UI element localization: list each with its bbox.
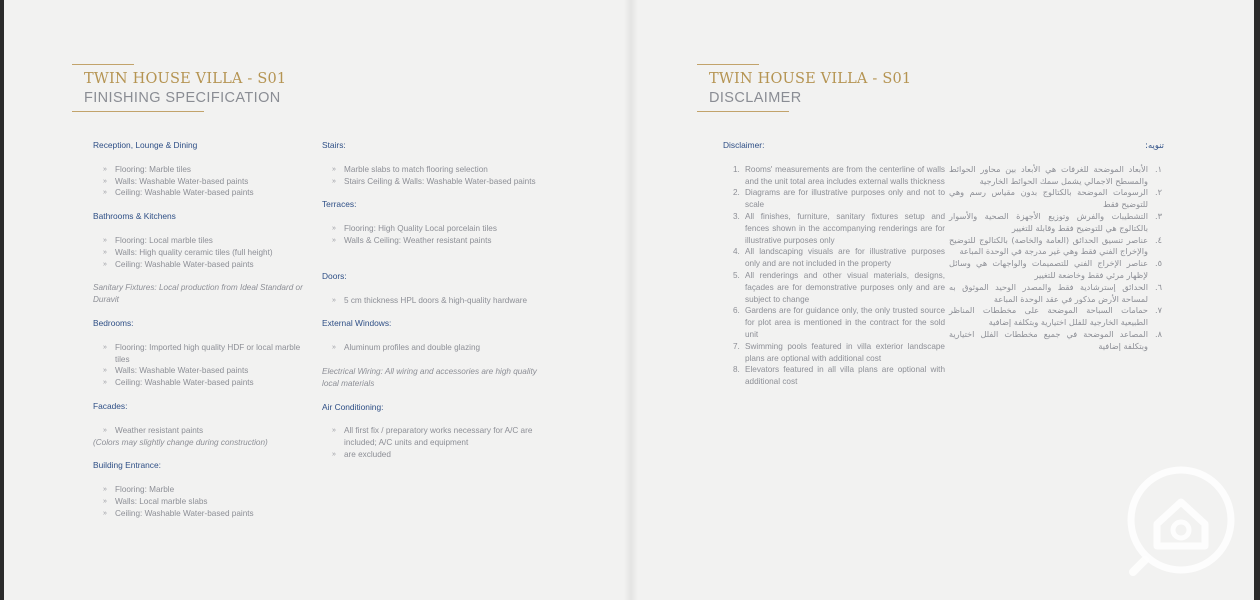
list-item: » are excluded [322, 449, 542, 461]
home-search-icon [1125, 464, 1237, 576]
section-windows [322, 318, 542, 389]
list-item: » Walls: High quality ceramic tiles (full height) [93, 247, 308, 259]
title-rule-bottom [697, 111, 789, 112]
brochure-spread [4, 0, 1254, 600]
disclaimer-item: 2. Diagrams are for illustrative purposes only and not to scale [733, 188, 945, 210]
list-item: » Walls & Ceiling: Weather resistant paints [322, 235, 542, 247]
page-title-block [72, 64, 286, 117]
disclaimer-arabic [949, 140, 1164, 353]
list-item: » Weather resistant paints [93, 425, 308, 437]
disclaimer-item: 7. Swimming pools featured in villa exterior landscape plans are optional with additional cost [733, 341, 945, 363]
disclaimer-item-ar: ٢. الرسومات الموضحة بالكتالوج بدون مقياس رسم وهي للتوضيح فقط [949, 187, 1162, 210]
disclaimer-item: 3. All finishes, furniture, sanitary fixtures setup and fences shown in the accompanying renderings are for illustrative purposes only [733, 211, 945, 245]
disclaimer-item-ar: ٨. المصاعد الموضحة في جميع مخططات الفلل اختيارية وبتكلفة إضافية [949, 328, 1162, 351]
disclaimer-english [723, 140, 945, 388]
list-item: » Marble slabs to match flooring selection [322, 164, 542, 176]
title-rule-top [697, 64, 759, 65]
section-heading: Bedrooms: [93, 317, 134, 328]
section-heading: Bathrooms & Kitchens [93, 211, 176, 222]
list-item: » Flooring: Imported high quality HDF or local marble tiles [93, 342, 308, 366]
section-heading: Stairs: [322, 140, 346, 150]
disclaimer-item-ar: ٧. حمامات السباحة الموضحة على مخططات المناظر الطبيعية الخارجية للفلل اختيارية وبتكلفة إضافية [949, 305, 1162, 328]
disclaimer-item-ar: ١. الأبعاد الموضحة للغرفات هي الأبعاد بين محاور الحوائط والمسطح الاجمالي يشمل سمك الحوائط الخارجية [949, 163, 1162, 186]
section-reception [93, 140, 308, 199]
page-title: TWIN HOUSE VILLA - S01 [84, 71, 287, 87]
disclaimer-item: 6. Gardens are for guidance only, the only trusted source for plot area is mentioned in the contract for the sold unit [733, 306, 945, 339]
section-bedrooms [93, 318, 308, 389]
page-subtitle: DISCLAIMER [709, 90, 802, 106]
disclaimer-item-ar: ٤. عناصر تنسيق الحدائق (العامة والخاصة) بالكتالوج للتوضيح والإخراج الفني فقط وهي غير مدرجة في الوحدة المباعة [949, 234, 1162, 257]
list-item: » Walls: Local marble slabs [93, 496, 308, 508]
title-rule-bottom [72, 111, 204, 112]
disclaimer-heading: Disclaimer: [723, 140, 765, 150]
list-item: » Flooring: High Quality Local porcelain tiles [322, 223, 542, 235]
title-rule-top [72, 64, 134, 65]
section-heading: Reception, Lounge & Dining [93, 140, 198, 150]
finishing-spec-page [4, 0, 629, 600]
list-item: » Flooring: Local marble tiles [93, 235, 308, 247]
section-doors [322, 271, 542, 307]
facades-note: (Colors may slightly change during construction) [93, 437, 268, 447]
section-heading: Facades: [93, 400, 128, 411]
list-item: » 5 cm thickness HPL doors & high-quality hardware [322, 295, 542, 307]
list-item: » All first fix / preparatory works necessary for A/C are included; A/C units and equipment [322, 425, 542, 449]
disclaimer-item-ar: ٦. الحدائق إسترشادية فقط والمصدر الوحيد الموثوق به لمساحة الأرض مذكور في عقد الوحدة المباعة [949, 281, 1162, 304]
list-item: » Flooring: Marble [93, 484, 308, 496]
disclaimer-item: 4. All landscaping visuals are for illustrative purposes only and are not included in the property [733, 247, 945, 269]
electrical-note: Electrical Wiring: All wiring and accessories are high quality local materials [322, 366, 537, 388]
section-bathrooms [93, 211, 308, 306]
list-item: » Ceiling: Washable Water-based paints [93, 187, 308, 199]
section-stairs [322, 140, 542, 187]
sanitary-note: Sanitary Fixtures: Local production from Ideal Standard or Duravit [93, 283, 303, 305]
disclaimer-heading-ar: تنويه: [1145, 140, 1164, 150]
list-item: » Ceiling: Washable Water-based paints [93, 377, 308, 389]
list-item: » Stairs Ceiling & Walls: Washable Water-based paints [322, 176, 542, 188]
section-heading: Doors: [322, 270, 347, 281]
section-heading: External Windows: [322, 318, 392, 329]
section-heading: Air Conditioning: [322, 401, 384, 412]
section-heading: Building Entrance: [93, 460, 161, 471]
list-item: » Aluminum profiles and double glazing [322, 342, 542, 354]
list-item: » Walls: Washable Water-based paints [93, 365, 308, 377]
section-terraces [322, 199, 542, 246]
section-facades [93, 401, 308, 448]
page-subtitle: FINISHING SPECIFICATION [84, 90, 281, 106]
disclaimer-item: 1. Rooms' measurements are from the centerline of walls and the unit total area includes external walls thickness [733, 164, 945, 186]
section-ac [322, 402, 542, 461]
list-item: » Ceiling: Washable Water-based paints [93, 508, 308, 520]
disclaimer-item: 5. All renderings and other visual materials, designs, façades are for demonstrative purposes only and are subject to change [733, 270, 945, 304]
list-item: » Walls: Washable Water-based paints [93, 176, 308, 188]
page-title-block [697, 64, 911, 117]
spec-column-1 [93, 140, 308, 532]
section-heading: Terraces: [322, 199, 357, 210]
page-title: TWIN HOUSE VILLA - S01 [709, 71, 912, 87]
list-item: » Ceiling: Washable Water-based paints [93, 259, 308, 271]
section-entrance [93, 460, 308, 519]
list-item: » Flooring: Marble tiles [93, 164, 308, 176]
disclaimer-item-ar: ٥. عناصر الإخراج الفني للتصميمات والواجهات هي وسائل لإظهار مرئي فقط وخاضعة للتغيير [949, 258, 1162, 280]
disclaimer-item: 8. Elevators featured in all villa plans are optional with additional cost [733, 365, 945, 387]
disclaimer-item-ar: ٣. التشطيبات والفرش وتوزيع الأجهزة الصحية والأسوار بالكتالوج هي للتوضيح فقط وقابلة للتغيير [949, 210, 1162, 233]
spec-column-2 [322, 140, 542, 473]
